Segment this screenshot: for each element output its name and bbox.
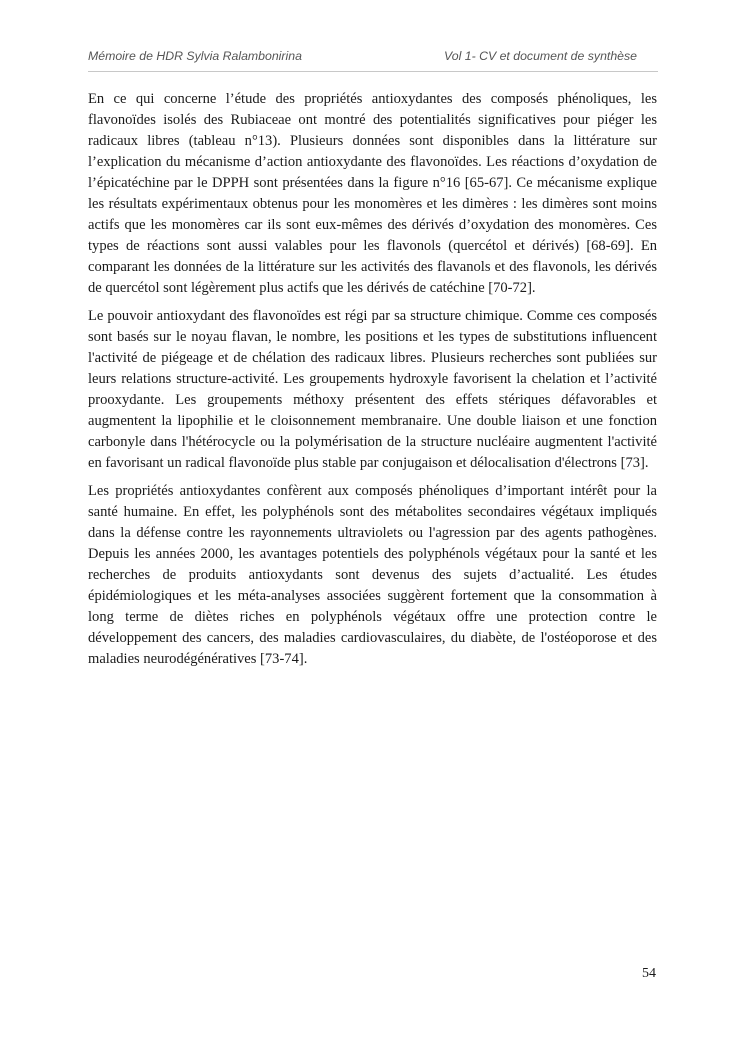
body-text xyxy=(88,89,657,677)
header-volume-title: Vol 1- CV et document de synthèse xyxy=(444,49,637,63)
page-number: 54 xyxy=(642,966,656,981)
header-divider xyxy=(88,71,658,72)
paragraph-structure-activity: Le pouvoir antioxydant des flavonoïdes est régi par sa structure chimique. Comme ces composés sont basés sur le noyau flavan, le nombre, les positions et les types de substitutions influencent l'activité de piégeage et de chélation des radicaux libres. Plusieurs recherches sont publiées sur leurs relations structure-activité. Les groupements hydroxyle favorisent la chelation et l’activité prooxydante. Les groupements méthoxy présentent des effets stériques défavorables et augmentent la lipophilie et le cloisonnement membranaire. Une double liaison et une fonction carbonyle dans l'hétérocycle ou la polymérisation de la structure nucléaire augmentent l'activité en favorisant un radical flavonoïde plus stable par conjugaison et délocalisation d'électrons [73]. xyxy=(88,308,657,471)
header-author-title: Mémoire de HDR Sylvia Ralambonirina xyxy=(88,49,302,63)
paragraph-antioxidant-properties: En ce qui concerne l’étude des propriétés antioxydantes des composés phénoliques, les flavonoïdes isolés des Rubiaceae ont montré des potentialités significatives pour piéger les radicaux libres (tableau n°13). Plusieurs données sont disponibles dans la littérature sur l’explication du mécanisme d’action antioxydante des flavonoïdes. Les réactions d’oxydation de l’épicatéchine par le DPPH sont présentées dans la figure n°16 [65-67]. Ce mécanisme explique les résultats expérimentaux obtenus pour les monomères et les dimères : les dimères sont moins actifs que les monomères car ils sont eux-mêmes des dérivés d’oxydation des monomères. Ces types de réactions sont aussi valables pour les flavonols (quercétol et dérivés) [68-69]. En comparant les données de la littérature sur les activités des flavanols et des flavonols, les dérivés de quercétol sont légèrement plus actifs que les dérivés de catéchine [70-72]. xyxy=(88,91,657,296)
paragraph-health-benefits: Les propriétés antioxydantes confèrent aux composés phénoliques d’important intérêt pour la santé humaine. En effet, les polyphénols sont des métabolites secondaires végétaux impliqués dans la défense contre les rayonnements ultraviolets ou l'agression par des agents pathogènes. Depuis les années 2000, les avantages potentiels des polyphénols végétaux pour la santé et les recherches de produits antioxydants sont devenus des sujets d’actualité. Les études épidémiologiques et les méta-analyses associées suggèrent fortement que la consommation à long terme de diètes riches en polyphénols végétaux offre une protection contre le développement des cancers, des maladies cardiovasculaires, du diabète, de l'ostéoporose et des maladies neurodégénératives [73-74]. xyxy=(88,483,657,667)
running-header xyxy=(88,49,658,67)
